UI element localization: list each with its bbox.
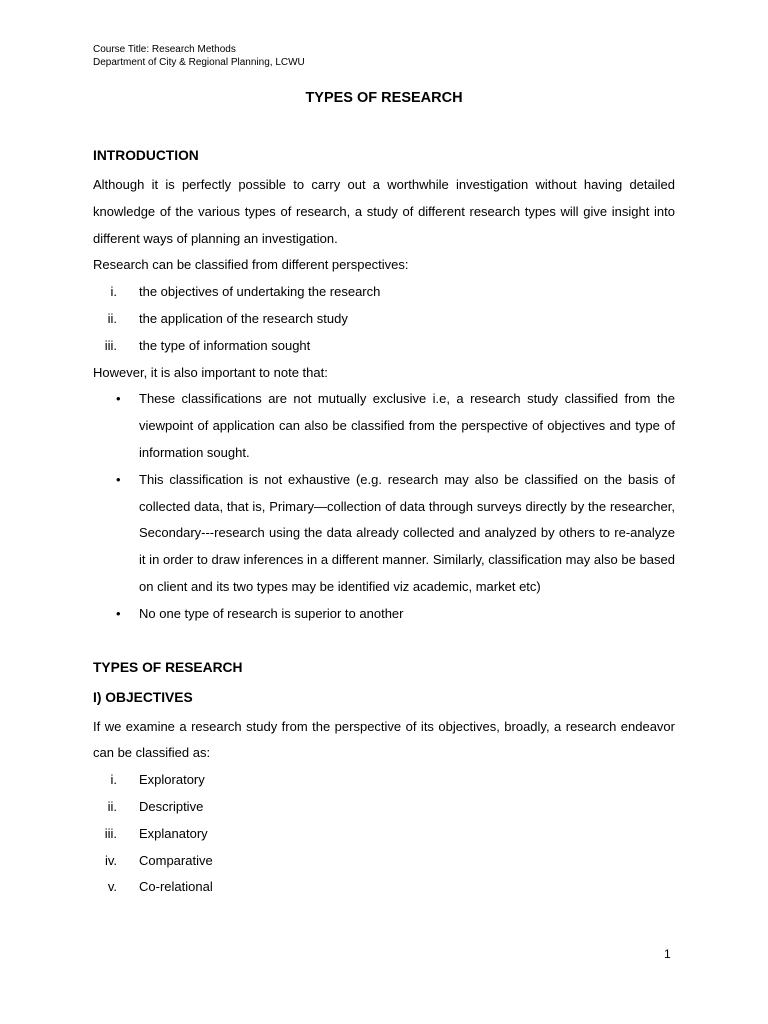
page-number: 1: [664, 947, 671, 961]
document-body: [93, 144, 675, 901]
list-marker: v.: [107, 879, 117, 895]
bullet-marker: •: [116, 605, 121, 621]
list-item: [93, 767, 675, 794]
course-title: Course Title: Research Methods: [93, 44, 236, 55]
list-marker: i.: [110, 284, 117, 300]
bullet-text: No one type of research is superior to another: [139, 605, 404, 621]
list-item: [93, 794, 675, 821]
list-item-text: Co-relational: [139, 879, 213, 895]
objectives-heading: I) OBJECTIVES: [93, 689, 193, 705]
list-item-text: Explanatory: [139, 825, 208, 841]
objectives-list: [93, 767, 675, 901]
bullet-text: These classifications are not mutually exclusive i.e, a research study classified from the viewpoint of application can also be classified from the perspective of objectives and type of information sought.: [139, 391, 675, 460]
list-item: [93, 848, 675, 875]
list-item-text: Descriptive: [139, 798, 204, 814]
list-item-text: Exploratory: [139, 772, 205, 788]
page-header: [93, 44, 305, 69]
bullet-marker: •: [116, 471, 121, 487]
list-item: [93, 821, 675, 848]
list-marker: iii.: [104, 337, 117, 353]
list-marker: ii.: [107, 798, 117, 814]
list-item: [93, 874, 675, 901]
list-item-text: the objectives of undertaking the research: [139, 284, 381, 300]
list-marker: ii.: [107, 310, 117, 326]
list-marker: i.: [110, 772, 117, 788]
objectives-paragraph: If we examine a research study from the perspective of its objectives, broadly, a research endeavor can be classified as:: [93, 718, 675, 761]
bullet-item: [93, 467, 675, 601]
introduction-paragraph: Although it is perfectly possible to carry out a worthwhile investigation without having detailed knowledge of the various types of research, a study of different research types will give insight into different ways of planning an investigation.: [93, 177, 675, 246]
perspectives-lead: Research can be classified from different perspectives:: [93, 257, 409, 273]
bullet-text: This classification is not exhaustive (e.g. research may also be classified on the basis of collected data, that is, Primary—collection of data through surveys directly by the researcher, Secondary---research using the data already collected and analyzed by others to re-analyze it in order to draw inferences in a different manner. Similarly, classification may also be based on client and its two types may be identified viz academic, market etc): [139, 471, 675, 594]
list-marker: iii.: [104, 825, 117, 841]
bullet-item: [93, 601, 675, 628]
list-item-text: the application of the research study: [139, 310, 348, 326]
list-item-text: the type of information sought: [139, 337, 311, 353]
document-title: TYPES OF RESEARCH: [305, 90, 463, 106]
introduction-heading: INTRODUCTION: [93, 148, 199, 163]
department-name: Department of City & Regional Planning, LCWU: [93, 56, 305, 68]
list-marker: iv.: [104, 852, 117, 868]
types-heading: TYPES OF RESEARCH: [93, 659, 243, 675]
bullet-item: [93, 386, 675, 466]
note-lead: However, it is also important to note that:: [93, 364, 328, 380]
perspectives-list: [93, 279, 675, 359]
list-item: [93, 333, 675, 360]
list-item: [93, 306, 675, 333]
bullet-marker: •: [116, 391, 121, 407]
list-item-text: Comparative: [139, 852, 213, 868]
notes-list: [93, 386, 675, 627]
list-item: [93, 279, 675, 306]
